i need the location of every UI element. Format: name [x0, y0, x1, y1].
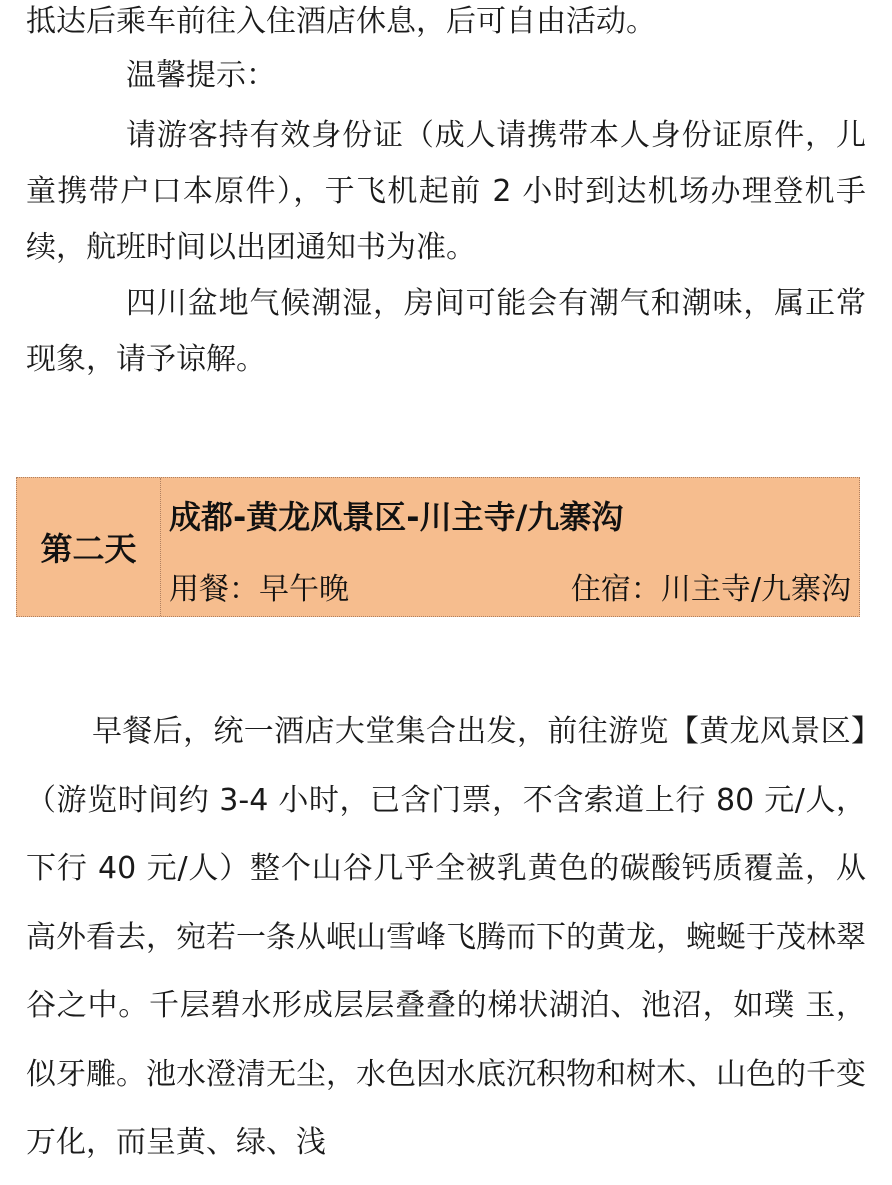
day-route: 成都-黄龙风景区-川主寺/九寨沟 [169, 498, 624, 536]
arrival-text: 抵达后乘车前往入住酒店休息，后可自由活动。 [26, 4, 656, 39]
tip-climate: 四川盆地气候潮湿，房间可能会有潮气和潮味，属正常现象，请予谅解。 [26, 286, 866, 377]
day-itinerary-text: 早餐后，统一酒店大堂集合出发，前往游览【黄龙风景区】（游览时间约 3-4 小时，已含门票，不含索道上行 80 元/人，下行 40 元/人）整个山谷几乎全被乳黄色的碳酸钙质覆盖，从高外看去，宛若一条从岷山雪峰飞腾而下的黄龙，蜿蜒于茂林翠谷之中。千层碧水形成层层叠叠的梯状湖泊、池沼，如璞 玉，似牙雕。池水澄清无尘，水色因水底沉积物和树木、山色的千变万化，而呈黄、绿、浅 [26, 714, 866, 1160]
day-header-box [16, 477, 860, 617]
tip-id-requirement: 请游客持有效身份证（成人请携带本人身份证原件，儿童携带户口本原件），于飞机起前 2 小时到达机场办理登机手续，航班时间以出团通知书为准。 [26, 118, 866, 265]
tip-title: 温馨提示： [126, 58, 276, 93]
day-accommodation: 住宿：川主寺/九寨沟 [570, 572, 851, 607]
day-label: 第二天 [17, 478, 161, 616]
day-meals: 用餐：早午晚 [169, 572, 349, 607]
